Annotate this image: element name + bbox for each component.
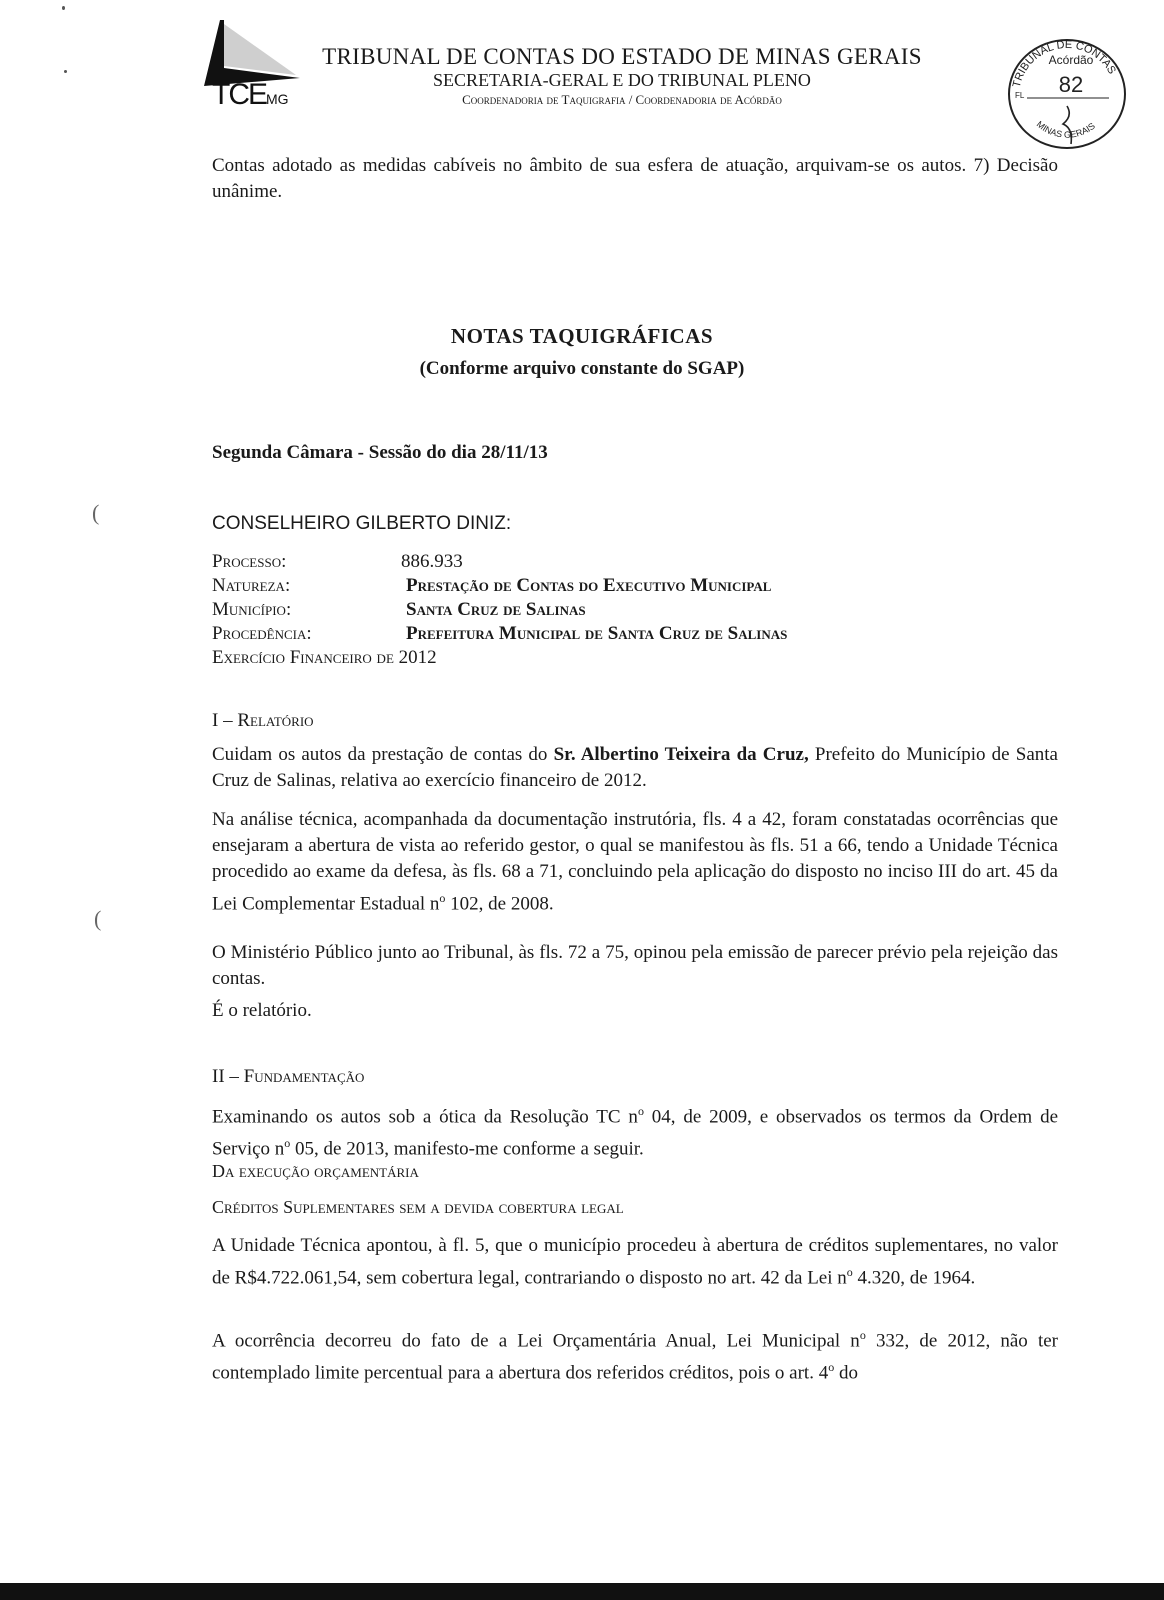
stamp-fl-label: FL bbox=[1015, 91, 1025, 100]
header-subtitle: SECRETARIA-GERAL E DO TRIBUNAL PLENO bbox=[433, 70, 811, 90]
section2-paragraph-3: A ocorrência decorreu do fato de a Lei Orçamentária Anual, Lei Municipal $n^o$ 332, de 2012, não ter contemplado limite percentual para a abertura dos referidos créditos, pois o art. 4$^o$ do bbox=[212, 1328, 1058, 1384]
section1-paragraph-2: Na análise técnica, acompanhada da documentação instrutória, fls. 4 a 42, foram constatadas ocorrências que ensejaram a abertura de vista ao referido gestor, o qual se manifestou às fls. 51 a 66, tendo a Unidade Técnica procedido ao exame da defesa, às fls. 68 a 71, concluindo pela aplicação do disposto no inciso III do art. 45 da Lei Complementar Estadual $n^o$ 102, de 2008. bbox=[212, 809, 1058, 915]
notes-title: NOTAS TAQUIGRÁFICAS bbox=[450, 324, 714, 348]
section1-heading: I – Relatório bbox=[212, 710, 314, 731]
stamp-top-text: TRIBUNAL DE CONTAS bbox=[1010, 38, 1118, 89]
section1-paragraph-3: O Ministério Público junto ao Tribunal, às fls. 72 a 75, opinou pela emissão de parecer prévio pela rejeição das contas. bbox=[212, 942, 1058, 989]
notes-subtitle: (Conforme arquivo constante do SGAP) bbox=[419, 358, 745, 379]
section2-heading: II – Fundamentação bbox=[212, 1066, 365, 1087]
stamp-bottom-text: MINAS GERAIS bbox=[1034, 119, 1097, 140]
field-value-municipio: Santa Cruz de Salinas bbox=[406, 599, 586, 620]
header-department: Coordenadoria de Taquigrafia / Coordenadoria de Acórdão bbox=[462, 92, 782, 107]
stamp-number: 82 bbox=[1058, 72, 1084, 97]
page-stamp bbox=[1005, 34, 1129, 152]
scan-speck bbox=[64, 70, 67, 73]
section2-paragraph-2: A Unidade Técnica apontou, à fl. 5, que o município procedeu à abertura de créditos suplementares, no valor de R$4.722.061,54, sem cobertura legal, contrariando o disposto no art. 42 da Lei $n^o$ 4.320, de 1964. bbox=[212, 1235, 1058, 1289]
exercise-line: Exercício Financeiro de 2012 bbox=[212, 647, 437, 668]
section1-paragraph-1: Cuidam os autos da prestação de contas do Sr. Albertino Teixeira da Cruz, Prefeito do Município de Santa Cruz de Salinas, relativa ao exercício financeiro de 2012. bbox=[212, 744, 1058, 791]
stamp-label: Acórdão bbox=[1048, 53, 1094, 67]
scan-mark: ( bbox=[92, 500, 100, 525]
field-label-procedencia: Procedência: bbox=[212, 623, 312, 644]
field-label-processo: Processo: bbox=[212, 551, 287, 572]
section2-subheading-2: Créditos Suplementares sem a devida cobertura legal bbox=[212, 1197, 624, 1217]
section2-subheading-1: Da execução orçamentária bbox=[212, 1161, 419, 1181]
section2-paragraph-1: Examinando os autos sob a ótica da Resolução TC $n^o$ 04, de 2009, e observados os termos da Ordem de Serviço $n^o$ 05, de 2013, manifesto-me conforme a seguir. bbox=[212, 1104, 1058, 1160]
header-title: TRIBUNAL DE CONTAS DO ESTADO DE MINAS GERAIS bbox=[322, 44, 922, 69]
field-label-municipio: Município: bbox=[212, 599, 292, 620]
field-value-processo: 886.933 bbox=[401, 551, 463, 572]
speaker-name: CONSELHEIRO GILBERTO DINIZ: bbox=[212, 513, 512, 534]
scan-speck bbox=[62, 6, 65, 10]
session-line: Segunda Câmara - Sessão do dia 28/11/13 bbox=[212, 442, 548, 463]
field-label-natureza: Natureza: bbox=[212, 575, 291, 596]
field-value-natureza: Prestação de Contas do Executivo Municipal bbox=[406, 575, 772, 596]
field-value-procedencia: Prefeitura Municipal de Santa Cruz de Salinas bbox=[406, 623, 788, 644]
logo-text: TCEMG bbox=[212, 78, 289, 111]
scan-mark: ( bbox=[94, 906, 102, 931]
section1-paragraph-4: É o relatório. bbox=[212, 1000, 312, 1021]
intro-paragraph: Contas adotado as medidas cabíveis no âmbito de sua esfera de atuação, arquivam-se os autos. 7) Decisão unânime. bbox=[212, 155, 1058, 202]
scan-bottom-edge bbox=[0, 1583, 1164, 1600]
